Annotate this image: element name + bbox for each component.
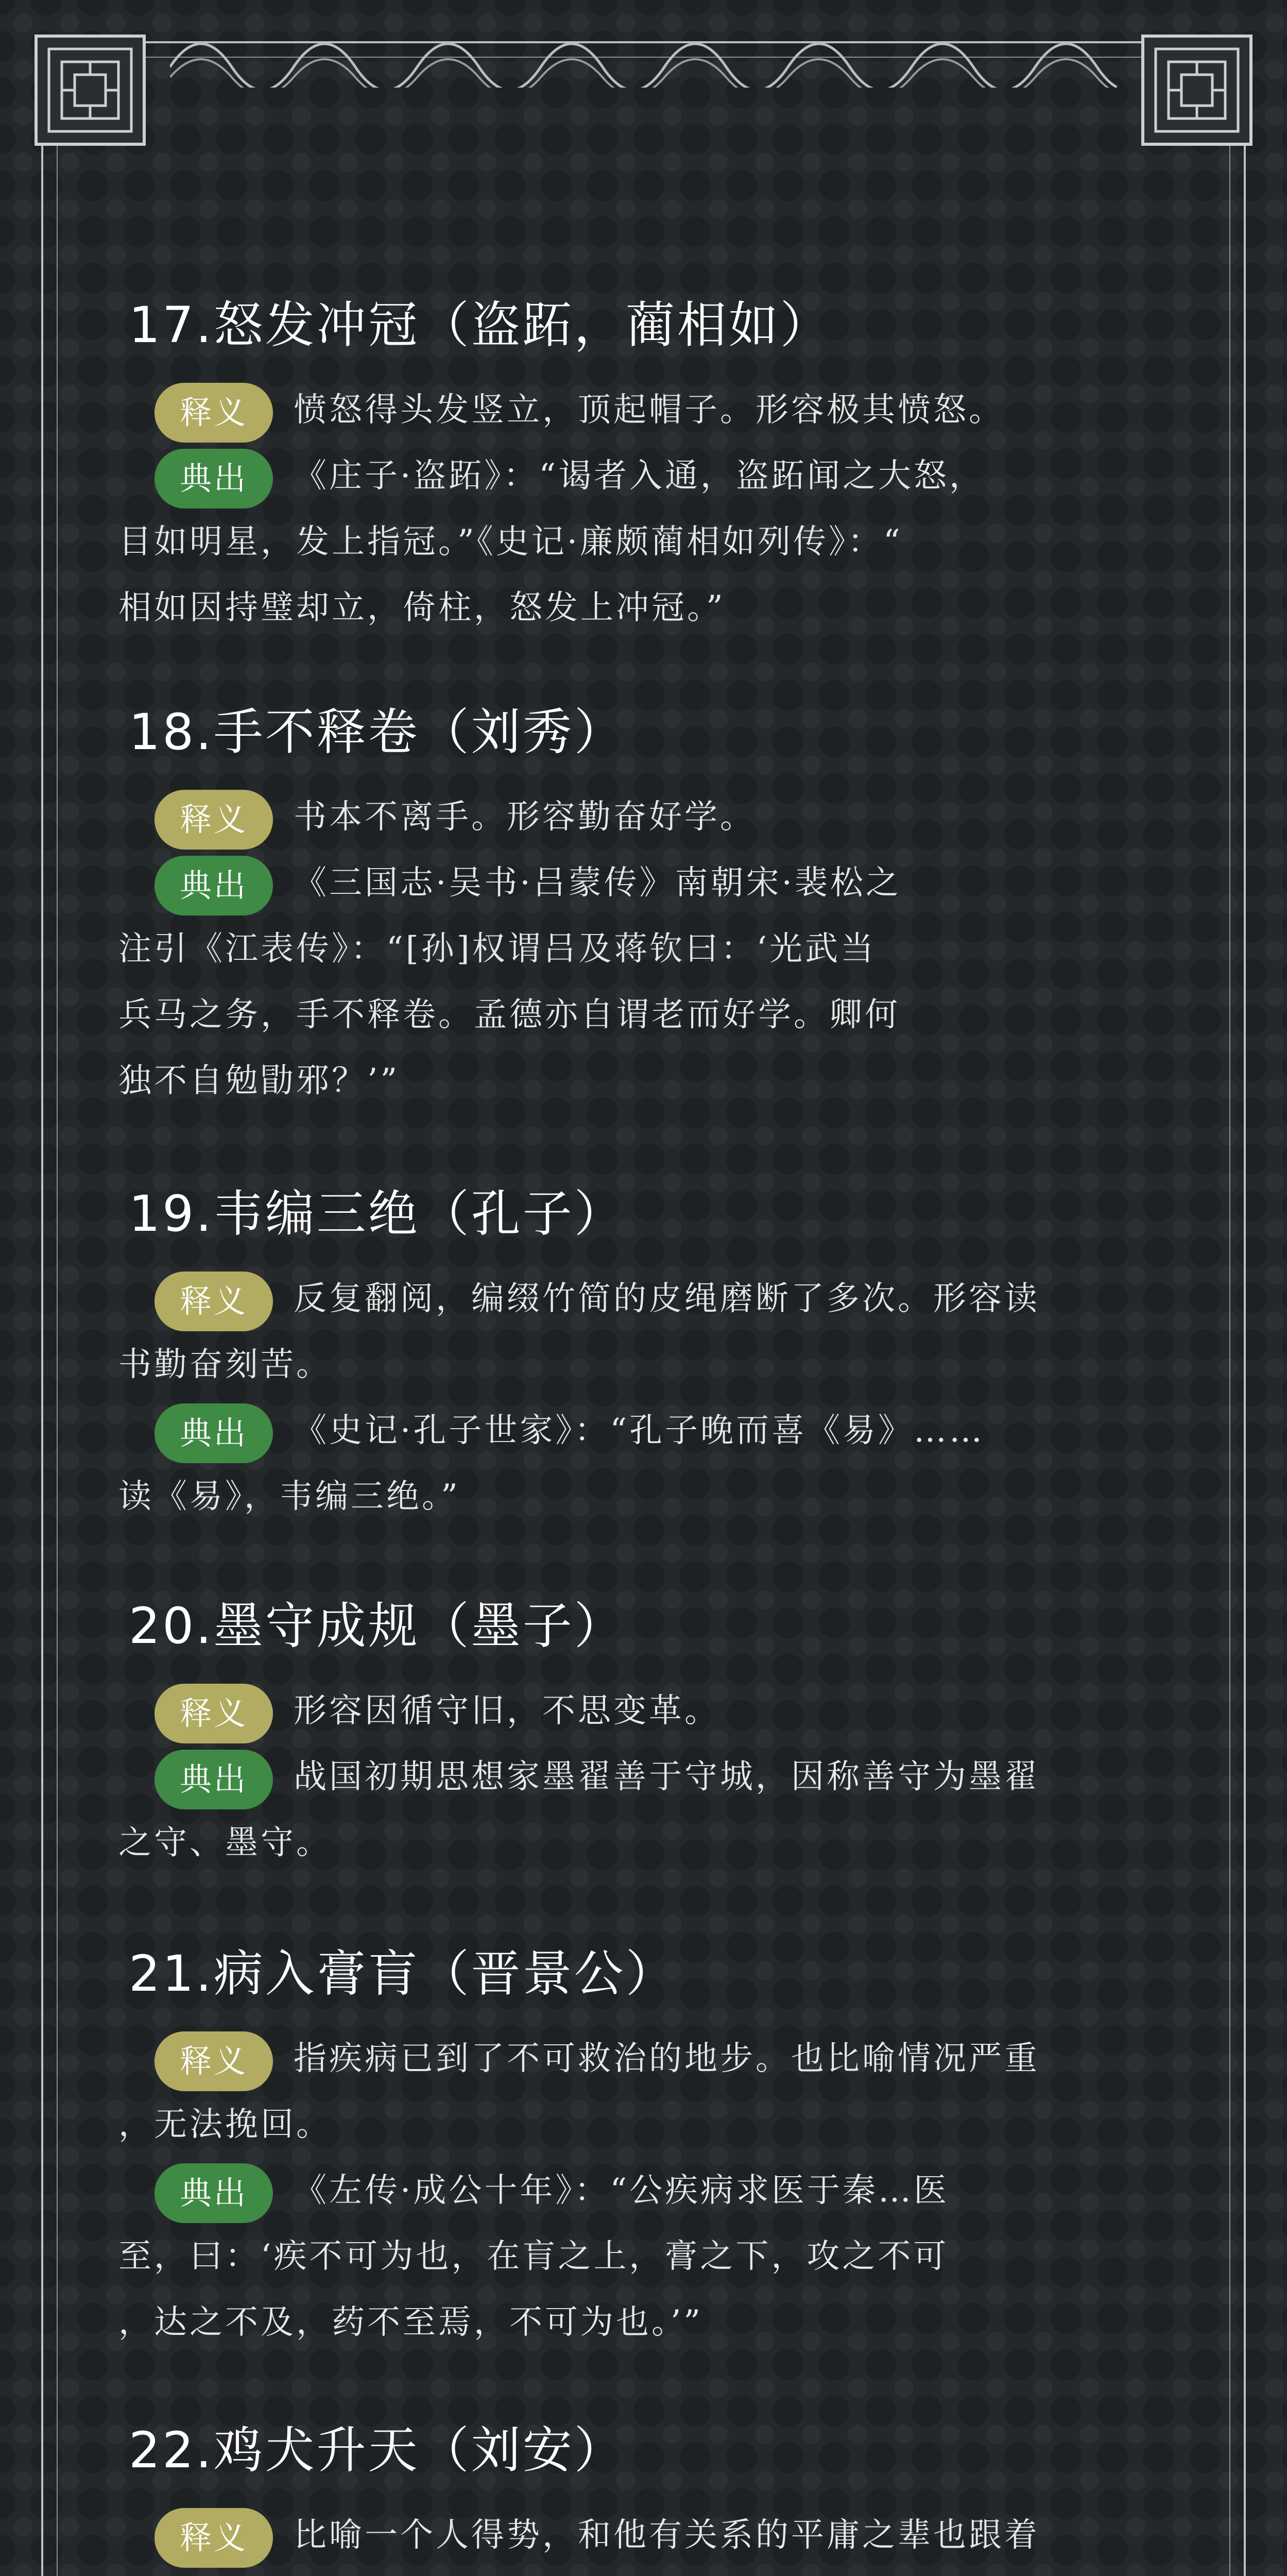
dianchu-text: 目如明星，发上指冠。”《史记·廉颇蔺相如列传》：“	[118, 523, 903, 561]
dianchu-text: 相如因持璧却立，倚柱，怒发上冲冠。”	[118, 589, 726, 627]
shiyi-row	[118, 1678, 1169, 1744]
shiyi-badge: 释义	[155, 2508, 273, 2568]
dianchu-text: 《庄子·盗跖》：“谒者入通，盗跖闻之大怒，	[294, 457, 985, 495]
idiom-title: 20.墨守成规（墨子）	[129, 1597, 626, 1655]
shiyi-row	[118, 2502, 1169, 2568]
dianchu-text: 《左传·成公十年》：“公疾病求医于秦…医	[294, 2172, 950, 2210]
dianchu-row	[118, 2158, 1169, 2224]
shiyi-row	[118, 377, 1169, 443]
idiom-entry	[118, 286, 1169, 641]
shiyi-badge: 释义	[155, 790, 273, 850]
dianchu-badge: 典出	[155, 2163, 273, 2223]
dianchu-row	[118, 850, 1169, 916]
dianchu-badge: 典出	[155, 449, 273, 509]
dianchu-row	[118, 1398, 1169, 1464]
shiyi-badge: 释义	[155, 1272, 273, 1331]
dianchu-text: 注引《江表传》：“[孙]权谓吕及蒋钦曰：‘光武当	[118, 930, 876, 968]
dianchu-text: 至，曰：‘疾不可为也，在肓之上，膏之下，攻之不可	[118, 2238, 949, 2276]
idiom-title: 19.韦编三绝（孔子）	[129, 1185, 626, 1243]
idiom-entry	[118, 1587, 1169, 1876]
shiyi-text	[118, 2568, 1169, 2576]
dianchu-badge: 典出	[155, 856, 273, 916]
dianchu-text: 《三国志·吴书·吕蒙传》南朝宋·裴松之	[294, 864, 902, 902]
corner-ornament-icon	[1138, 31, 1256, 149]
corner-ornament-icon	[31, 31, 149, 149]
dianchu-badge: 典出	[155, 1403, 273, 1463]
dianchu-text: 之守、墨守。	[118, 1824, 332, 1862]
shiyi-row	[118, 1266, 1169, 1332]
idiom-entry	[118, 1935, 1169, 2355]
idiom-entry	[118, 1175, 1169, 1530]
idiom-title: 22.鸡犬升天（刘安）	[129, 2421, 626, 2479]
dianchu-badge: 典出	[155, 1750, 273, 1809]
shiyi-row	[118, 2026, 1169, 2092]
shiyi-badge: 释义	[155, 383, 273, 443]
wave-ornament-icon	[170, 10, 1117, 88]
dianchu-text: 《史记·孔子世家》：“孔子晚而喜《易》……	[294, 1412, 985, 1450]
dianchu-text: 独不自勉勖邪？’”	[118, 1062, 400, 1100]
idiom-entry	[118, 2411, 1169, 2576]
idiom-title: 18.手不释卷（刘秀）	[129, 703, 626, 761]
shiyi-badge: 释义	[155, 2031, 273, 2091]
idiom-entry	[118, 693, 1169, 1114]
shiyi-badge: 释义	[155, 1684, 273, 1743]
shiyi-text: ，无法挽回。	[118, 2106, 332, 2144]
dianchu-text: 兵马之务，手不释卷。孟德亦自谓老而好学。卿何	[118, 996, 900, 1034]
shiyi-text: 书本不离手。形容勤奋好学。	[294, 798, 756, 836]
shiyi-text: 反复翻阅，编缀竹简的皮绳磨断了多次。形容读	[294, 1280, 1040, 1318]
dianchu-row	[118, 1744, 1169, 1810]
dianchu-text: ，达之不及，药不至焉，不可为也。’”	[118, 2303, 703, 2342]
shiyi-text: 愤怒得头发竖立，顶起帽子。形容极其愤怒。	[294, 391, 1004, 429]
shiyi-row	[118, 784, 1169, 850]
dianchu-row	[118, 443, 1169, 509]
shiyi-text: 书勤奋刻苦。	[118, 1346, 332, 1384]
idiom-title: 21.病入膏肓（晋景公）	[129, 1945, 677, 2003]
shiyi-text: 比喻一个人得势，和他有关系的平庸之辈也跟着	[294, 2516, 1040, 2554]
idiom-title: 17.怒发冲冠（盗跖，蔺相如）	[129, 296, 832, 354]
shiyi-text: 指疾病已到了不可救治的地步。也比喻情况严重	[294, 2040, 1040, 2078]
dianchu-text: 读《易》，韦编三绝。”	[118, 1478, 460, 1516]
shiyi-text: 形容因循守旧，不思变革。	[294, 1692, 720, 1730]
dianchu-text: 战国初期思想家墨翟善于守城，因称善守为墨翟	[294, 1758, 1040, 1796]
